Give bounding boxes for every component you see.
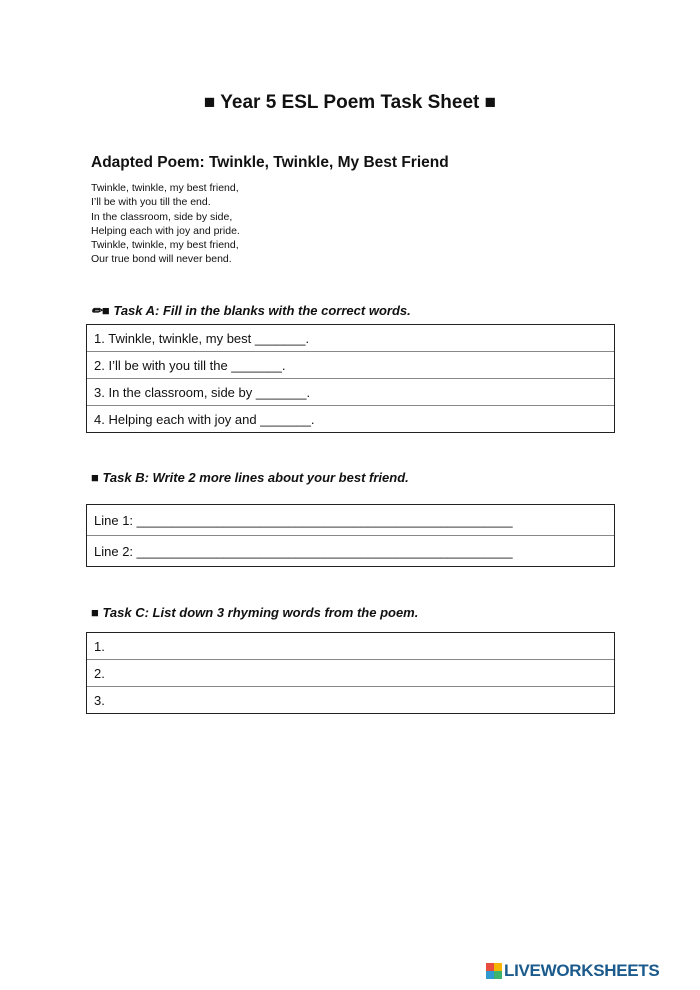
- task-c-item-3[interactable]: 3.: [94, 693, 105, 708]
- task-b-line-2[interactable]: Line 2: ____________________________________________________: [94, 544, 513, 559]
- task-a-heading: ✏■ Task A: Fill in the blanks with the correct words.: [91, 303, 411, 318]
- poem-title: Adapted Poem: Twinkle, Twinkle, My Best Friend: [91, 154, 449, 171]
- task-a-item-3[interactable]: 3. In the classroom, side by _______.: [87, 379, 614, 406]
- poem-line: Our true bond will never bend.: [91, 253, 232, 266]
- poem-text: [91, 181, 240, 267]
- page-title: ■ Year 5 ESL Poem Task Sheet ■: [203, 92, 497, 113]
- task-b-heading: ■ Task B: Write 2 more lines about your best friend.: [91, 470, 409, 485]
- poem-line: I’ll be with you till the end.: [91, 196, 211, 209]
- logo-text: LIVEWORKSHEETS: [504, 961, 660, 980]
- task-a-item-4[interactable]: 4. Helping each with joy and _______.: [94, 412, 315, 427]
- task-a-table: [86, 324, 615, 433]
- poem-line: Twinkle, twinkle, my best friend,: [91, 239, 239, 252]
- task-c-heading: ■ Task C: List down 3 rhyming words from the poem.: [91, 605, 419, 620]
- liveworksheets-logo[interactable]: [486, 961, 659, 981]
- task-b-table: [86, 504, 615, 567]
- poem-line: Helping each with joy and pride.: [91, 224, 240, 237]
- task-c-item-1[interactable]: 1.: [87, 633, 614, 660]
- task-a-item-2[interactable]: 2. I’ll be with you till the _______.: [87, 352, 614, 379]
- logo-squares-icon: [486, 963, 502, 979]
- poem-line: Twinkle, twinkle, my best friend,: [91, 182, 239, 194]
- task-b-line-1[interactable]: Line 1: ____________________________________________________: [87, 505, 614, 536]
- poem-line: In the classroom, side by side,: [91, 210, 233, 223]
- task-c-table: [86, 632, 615, 714]
- task-a-item-1[interactable]: 1. Twinkle, twinkle, my best _______.: [87, 325, 614, 352]
- task-c-item-2[interactable]: 2.: [87, 660, 614, 687]
